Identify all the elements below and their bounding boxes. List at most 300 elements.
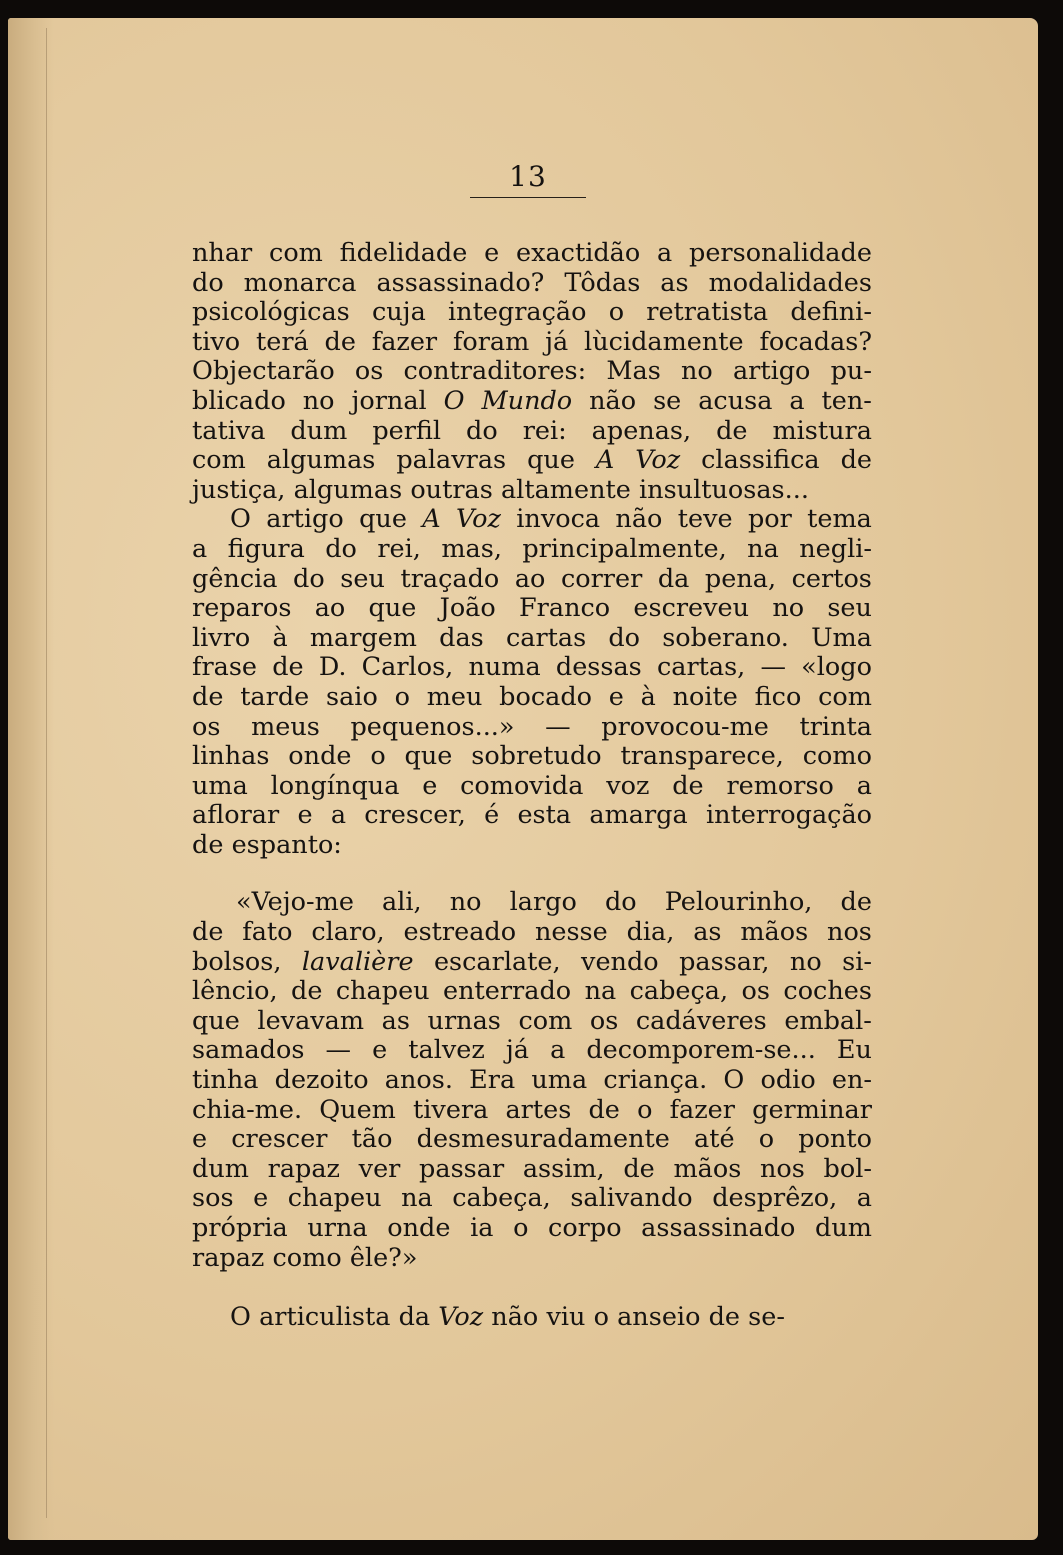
text-line	[192, 831, 872, 861]
text-line	[192, 298, 872, 328]
word: comovida	[460, 770, 584, 801]
word: e	[608, 681, 624, 712]
word: A	[595, 445, 615, 476]
word: e	[297, 800, 313, 831]
word: soberano.	[662, 622, 789, 653]
word: Eu	[836, 1035, 872, 1066]
word: assim,	[522, 1153, 605, 1184]
text-line	[192, 446, 872, 476]
word: se-	[748, 1302, 785, 1333]
word: Mundo	[481, 385, 573, 416]
text-line	[192, 535, 872, 565]
word: lavalière	[301, 946, 414, 977]
word: que	[404, 741, 453, 772]
word: nesse	[534, 917, 608, 948]
word: vendo	[581, 946, 659, 977]
page-gutter	[8, 18, 54, 1540]
word: lùcidamente	[584, 326, 744, 357]
word: por	[747, 504, 792, 535]
word: as	[693, 917, 722, 948]
word: salivando	[570, 1183, 693, 1214]
word: com	[269, 238, 323, 268]
word: linhas	[192, 741, 270, 772]
word: escarlate,	[433, 946, 561, 977]
word: tinha	[192, 1065, 259, 1096]
word: os	[192, 711, 221, 742]
word: focadas?	[759, 326, 872, 357]
word: D.	[318, 652, 347, 683]
text-line	[192, 683, 872, 713]
word: personalidade	[689, 238, 872, 268]
word: cartas,	[656, 652, 746, 683]
word: dum	[290, 415, 348, 446]
word: anseio	[617, 1302, 701, 1333]
word: a	[856, 770, 872, 801]
word: lêncio,	[192, 976, 278, 1007]
word: do	[608, 622, 641, 653]
word: fico	[754, 681, 802, 712]
word: amarga	[589, 800, 688, 831]
word: A	[422, 504, 441, 535]
word: de	[324, 326, 356, 357]
word: no	[772, 593, 805, 624]
word: própria	[192, 1213, 288, 1243]
word: chia-me.	[192, 1094, 303, 1125]
word: chapeu	[287, 1183, 382, 1214]
word: de	[623, 1153, 655, 1184]
word: nhar	[192, 238, 253, 268]
word: e	[422, 770, 438, 801]
word: palavras	[396, 445, 507, 476]
word: ao	[514, 563, 546, 594]
word: integração	[448, 297, 587, 328]
book-page	[8, 18, 1038, 1540]
word: contraditores:	[403, 356, 587, 387]
text-line	[192, 269, 872, 299]
word: tema	[807, 504, 872, 535]
word: «logo	[801, 652, 872, 683]
word: não	[589, 385, 637, 416]
word: O	[723, 1065, 745, 1096]
word: do	[604, 887, 637, 918]
text-line	[192, 1184, 872, 1214]
word: talvez	[408, 1035, 485, 1066]
word: largo	[509, 887, 577, 918]
word: de	[192, 681, 224, 712]
text-line	[192, 1303, 872, 1333]
word: tão	[351, 1124, 393, 1155]
word: ia	[470, 1213, 494, 1243]
word: negli-	[799, 533, 872, 564]
word: —	[760, 652, 786, 683]
word: «Vejo-me	[236, 887, 354, 918]
word: do	[325, 533, 357, 564]
word: reparos	[192, 593, 292, 624]
word: os	[589, 1005, 619, 1036]
word: O	[443, 385, 465, 416]
word: germinar	[752, 1094, 872, 1125]
word: de	[716, 415, 748, 446]
word: fazer	[669, 1094, 735, 1125]
word: dessas	[555, 652, 642, 683]
word: e	[372, 1035, 388, 1066]
word: ten-	[821, 385, 872, 416]
word: outras	[410, 474, 493, 505]
word: na	[401, 1183, 433, 1214]
word: jornal	[351, 385, 427, 416]
text-line	[192, 239, 872, 269]
word: gência	[192, 563, 278, 594]
word: fato	[242, 917, 293, 948]
text-line	[192, 357, 872, 387]
word: crescer,	[364, 800, 466, 831]
word: a	[657, 238, 673, 268]
word: cuja	[371, 297, 426, 328]
word: figura	[227, 533, 305, 564]
text-line	[192, 328, 872, 358]
word: até	[694, 1124, 735, 1155]
word: Voz	[456, 504, 501, 535]
word: Uma	[811, 622, 872, 653]
word: de	[588, 1094, 620, 1125]
word: artigo	[266, 504, 344, 535]
text-line	[192, 713, 872, 743]
word: passar,	[679, 946, 770, 977]
text-line	[192, 918, 872, 948]
word: espanto:	[231, 829, 342, 860]
word: corpo	[548, 1213, 622, 1243]
word: Era	[469, 1065, 516, 1096]
word: a	[856, 1183, 872, 1214]
word: saio	[326, 681, 378, 712]
word: a	[192, 533, 208, 564]
word: exactidão	[515, 238, 641, 268]
text-line	[192, 476, 872, 506]
word: foram	[452, 326, 530, 357]
word: perfil	[372, 415, 442, 446]
word: rei:	[522, 415, 567, 446]
word: uma	[192, 770, 248, 801]
word: com	[518, 1005, 573, 1036]
word: com	[192, 445, 246, 476]
word: nos	[759, 1153, 805, 1184]
word: fazer	[371, 326, 438, 357]
word: de	[840, 887, 872, 918]
word: rei,	[377, 533, 421, 564]
word: à	[640, 681, 656, 712]
word: dezoito	[274, 1065, 369, 1096]
word: Franco	[518, 593, 611, 624]
word: longínqua	[270, 770, 400, 801]
word: blicado	[192, 385, 286, 416]
word: estreado	[403, 917, 517, 948]
word: psicológicas	[192, 297, 350, 328]
word: apenas,	[591, 415, 692, 446]
word: provocou-me	[601, 711, 769, 742]
word: retratista	[646, 297, 769, 328]
word: da	[657, 563, 690, 594]
word: Voz	[635, 445, 681, 476]
word: Carlos,	[361, 652, 454, 683]
word: do	[293, 563, 325, 594]
word: principalmente,	[522, 533, 727, 564]
word: as	[381, 1005, 410, 1036]
word: enterrado	[443, 976, 572, 1007]
word: levavam	[257, 1005, 365, 1036]
word: se	[653, 385, 682, 416]
word: artigo	[732, 356, 811, 387]
word: as	[660, 267, 689, 298]
word: cabeça,	[452, 1183, 551, 1214]
word: teve	[677, 504, 733, 535]
word: algumas	[293, 474, 403, 505]
word: como	[272, 1242, 342, 1273]
word: mistura	[772, 415, 872, 446]
text-line	[192, 1244, 872, 1274]
word: Quem	[319, 1094, 396, 1125]
word: que	[527, 445, 575, 476]
word: urna	[307, 1213, 368, 1243]
word: ver	[358, 1153, 401, 1184]
word: O	[230, 1302, 251, 1333]
word: remorso	[726, 770, 834, 801]
word: o	[593, 1302, 609, 1333]
word: no	[449, 887, 482, 918]
block-quote	[192, 888, 872, 1273]
text-line	[192, 1125, 872, 1155]
word: si-	[842, 946, 872, 977]
word: de	[192, 829, 224, 860]
word: os	[354, 356, 384, 387]
word: não	[491, 1302, 539, 1333]
text-line	[192, 948, 872, 978]
word: e	[484, 238, 500, 268]
word: João	[439, 593, 496, 624]
word: pena,	[704, 563, 777, 594]
word: terá	[255, 326, 309, 357]
word: voz	[606, 770, 650, 801]
word: Mas	[606, 356, 661, 387]
word: e	[192, 1124, 208, 1155]
word: acusa	[698, 385, 773, 416]
word: meus	[251, 711, 320, 742]
text-line	[192, 1036, 872, 1066]
word: que	[359, 504, 407, 535]
word: pequenos...»	[350, 711, 515, 742]
word: escreveu	[633, 593, 750, 624]
word: de	[672, 770, 704, 801]
word: onde	[387, 1213, 451, 1243]
text-line	[192, 1096, 872, 1126]
word: do	[192, 267, 224, 298]
word: que	[368, 593, 417, 624]
word: coches	[783, 976, 872, 1007]
word: correr	[560, 563, 643, 594]
text-line	[192, 417, 872, 447]
word: modalidades	[708, 267, 872, 298]
word: transparece,	[620, 741, 784, 772]
text-line	[192, 653, 872, 683]
word: sobretudo	[471, 741, 602, 772]
paragraph-1	[192, 239, 872, 505]
word: tarde	[240, 681, 310, 712]
word: sos	[192, 1183, 234, 1214]
word: decomporem-se...	[586, 1035, 816, 1066]
text-line	[192, 888, 872, 918]
text-line	[192, 1155, 872, 1185]
word: desprêzo,	[712, 1183, 838, 1214]
word: margem	[309, 622, 417, 653]
word: de	[708, 1302, 740, 1333]
word: e	[253, 1183, 269, 1214]
word: bocado	[499, 681, 593, 712]
word: de	[291, 976, 323, 1007]
word: como	[802, 741, 872, 772]
word: viu	[546, 1302, 586, 1333]
word: anos.	[384, 1065, 453, 1096]
word: a	[330, 800, 347, 831]
text-line	[192, 565, 872, 595]
word: altamente	[500, 474, 631, 505]
word: odio	[760, 1065, 816, 1096]
word: os	[741, 976, 770, 1007]
word: a	[550, 1035, 566, 1066]
word: samados	[192, 1035, 305, 1066]
word: trinta	[799, 711, 872, 742]
word: noite	[672, 681, 738, 712]
paragraph-4	[192, 1303, 872, 1333]
word: no	[789, 946, 822, 977]
text-line	[192, 1066, 872, 1096]
word: invoca	[516, 504, 601, 535]
text-line	[192, 505, 872, 535]
word: a	[789, 385, 805, 416]
word: O	[230, 504, 251, 535]
word: das	[439, 622, 484, 653]
word: mãos	[740, 917, 809, 948]
word: no	[302, 385, 335, 416]
word: de	[192, 917, 224, 948]
text-line	[192, 624, 872, 654]
word: seu	[827, 593, 872, 624]
word: —	[545, 711, 571, 742]
paragraph-2	[192, 505, 872, 860]
binding-line	[46, 28, 47, 1518]
text-line	[192, 387, 872, 417]
word: o	[370, 741, 386, 772]
word: esta	[517, 800, 572, 831]
word: o	[513, 1213, 529, 1243]
word: Pelourinho,	[664, 887, 813, 918]
word: uma	[531, 1065, 588, 1096]
word: pu-	[830, 356, 872, 387]
word: fidelidade	[339, 238, 468, 268]
word: —	[325, 1035, 352, 1066]
word: mas,	[441, 533, 502, 564]
word: cabeça,	[629, 976, 729, 1007]
word: tivo	[192, 326, 241, 357]
word: interrogação	[705, 800, 872, 831]
word: de	[272, 652, 304, 683]
word: tativa	[192, 415, 266, 446]
word: seu	[340, 563, 385, 594]
word: do	[466, 415, 498, 446]
word: à	[272, 622, 288, 653]
word: onde	[288, 741, 352, 772]
word: rapaz	[267, 1153, 340, 1184]
word: cartas	[505, 622, 587, 653]
word: êle?»	[349, 1242, 418, 1273]
word: dia,	[626, 917, 675, 948]
page-number: 13	[470, 160, 586, 198]
text-line	[192, 977, 872, 1007]
word: en-	[831, 1065, 872, 1096]
word: embal-	[784, 1005, 872, 1036]
word: traçado	[400, 563, 500, 594]
word: articulista	[259, 1302, 391, 1333]
word: o	[608, 297, 625, 328]
word: insultuosas...	[638, 474, 809, 505]
text-line	[192, 772, 872, 802]
word: o	[637, 1094, 653, 1125]
text-line	[192, 1007, 872, 1037]
word: dum	[192, 1153, 249, 1184]
word: ao	[314, 593, 346, 624]
word: meu	[426, 681, 483, 712]
word: na	[747, 533, 779, 564]
word: com	[818, 681, 872, 712]
word: algumas	[266, 445, 376, 476]
word: numa	[468, 652, 541, 683]
word: ponto	[798, 1124, 872, 1155]
page-text	[192, 239, 872, 1333]
word: rapaz	[192, 1242, 265, 1273]
word: certos	[791, 563, 872, 594]
word: Objectarão	[192, 356, 335, 387]
word: que	[192, 1005, 240, 1036]
word: o	[758, 1124, 775, 1155]
text-line	[192, 801, 872, 831]
word: desmesuradamente	[416, 1124, 670, 1155]
word: é	[484, 800, 500, 831]
text-line	[192, 1214, 872, 1244]
word: dum	[815, 1213, 872, 1243]
word: classifica	[701, 445, 820, 476]
word: urnas	[427, 1005, 501, 1036]
word: o	[394, 681, 410, 712]
word: mãos	[673, 1153, 742, 1184]
word: cadáveres	[635, 1005, 767, 1036]
word: ali,	[382, 887, 422, 918]
word: assassinado	[641, 1213, 796, 1243]
word: frase	[192, 652, 258, 683]
word: livro	[192, 622, 251, 653]
word: monarca	[243, 267, 357, 298]
word: já	[505, 1035, 529, 1066]
word: da	[398, 1302, 431, 1333]
word: no	[680, 356, 713, 387]
word: crescer	[231, 1124, 328, 1155]
word: Tôdas	[564, 267, 641, 298]
word: na	[584, 976, 617, 1007]
word: artes	[505, 1094, 572, 1125]
word: claro,	[311, 917, 385, 948]
word: defini-	[790, 297, 872, 328]
word: assassinado?	[376, 267, 545, 298]
word: bolsos,	[192, 946, 282, 977]
word: justiça,	[192, 474, 286, 505]
word: tivera	[413, 1094, 489, 1125]
